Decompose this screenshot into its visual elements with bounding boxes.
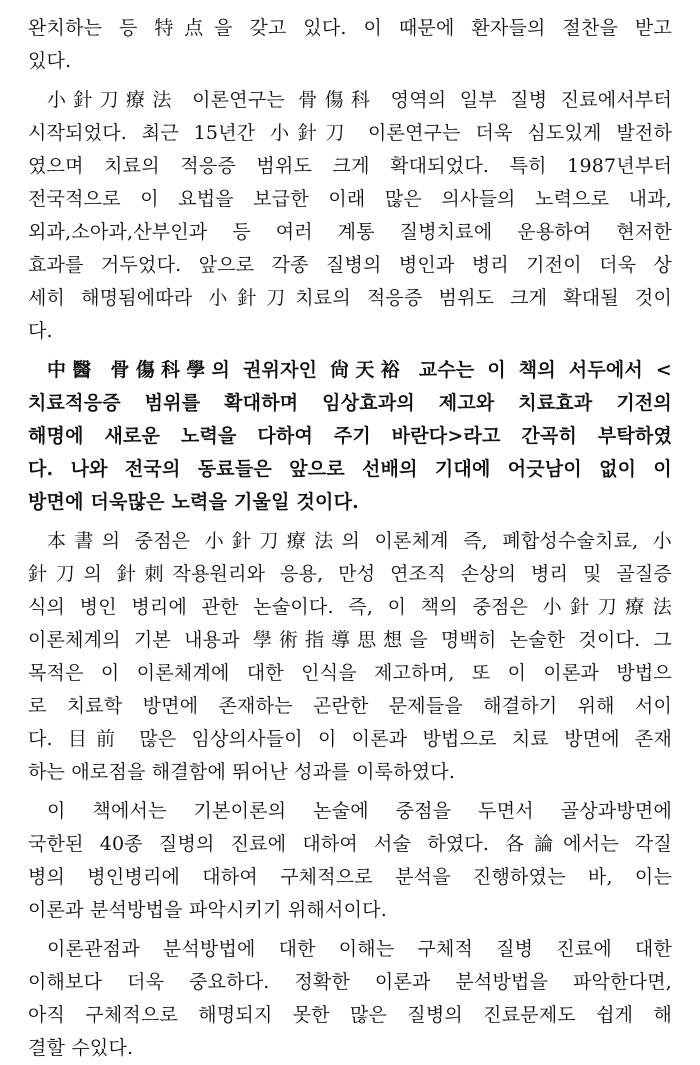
document-body — [28, 12, 672, 1065]
text-line: 전국적으로 이 요법을 보급한 이래 많은 의사들의 노력으로 내과, — [28, 188, 672, 210]
text-line: 이 책에서는 기본이론의 논술에 중점을 두면서 골상과방면에 — [47, 800, 672, 822]
text-line: 로 치료학 방면에 존재하는 곤란한 문제들을 해결하기 위해 서이 — [28, 695, 672, 717]
text-line: 아직 구체적으로 해명되지 못한 많은 질병의 진료문제도 쉽게 해 — [28, 1004, 672, 1026]
paragraph-6 — [28, 933, 672, 1065]
text-line: 였으며 치료의 적응증 범위도 크게 확대되었다. 특히 1987년부터 — [28, 155, 672, 177]
text-line: 針刀의 針刺작용원리와 응용, 만성 연조직 손상의 병리 및 골질증 — [28, 563, 672, 585]
text-line: 하는 애로점을 해결함에 뛰어난 성과를 이룩하였다. — [28, 761, 456, 783]
paragraph-4 — [28, 525, 672, 789]
text-line: 완치하는 등 特点을 갖고 있다. 이 때문에 환자들의 절찬을 받고 — [28, 17, 672, 39]
text-line: 다. 目前 많은 임상의사들이 이 이론과 방법으로 치료 방면에 존재 — [28, 728, 672, 750]
text-line: 本書의 중점은 小針刀療法의 이론체계 즉, 폐합성수술치료, 小 — [47, 530, 672, 552]
text-line: 효과를 거두었다. 앞으로 각종 질병의 병인과 병리 기전이 더욱 상 — [28, 254, 672, 276]
text-line: 있다. — [28, 50, 72, 72]
text-line: 식의 병인 병리에 관한 논술이다. 즉, 이 책의 중점은 小針刀療法 — [28, 596, 672, 618]
text-line: 이해보다 더욱 중요하다. 정확한 이론과 분석방법을 파악한다면, — [28, 971, 672, 993]
text-line: 외과,소아과,산부인과 등 여러 계통 질병치료에 운용하여 현저한 — [28, 221, 672, 243]
text-line: 방면에 더욱많은 노력을 기울일 것이다. — [28, 491, 359, 513]
text-line: 세히 해명됨에따라 小針刀치료의 적응증 범위도 크게 확대될 것이 — [28, 287, 672, 309]
text-line: 小針刀療法 이론연구는 骨傷科 영역의 일부 질병 진료에서부터 — [47, 89, 672, 111]
text-line: 이론과 분석방법을 파악시키기 위해서이다. — [28, 899, 387, 921]
paragraph-5 — [28, 795, 672, 927]
text-line: 해명에 새로운 노력을 다하여 주기 바란다>라고 간곡히 부탁하였 — [28, 425, 672, 447]
text-line: 이론관점과 분석방법에 대한 이해는 구체적 질병 진료에 대한 — [47, 938, 672, 960]
text-line: 中醫 骨傷科學의 권위자인 尙天裕 교수는 이 책의 서두에서 < — [47, 359, 672, 381]
text-line: 목적은 이 이론체계에 대한 인식을 제고하며, 또 이 이론과 방법으 — [28, 662, 672, 684]
text-line: 결할 수있다. — [28, 1037, 134, 1059]
text-line: 다. 나와 전국의 동료들은 앞으로 선배의 기대에 어긋남이 없이 이 — [28, 458, 672, 480]
paragraph-2 — [28, 84, 672, 348]
paragraph-1 — [28, 12, 672, 78]
text-line: 시작되었다. 최근 15년간 小針刀 이론연구는 더욱 심도있게 발전하 — [28, 122, 672, 144]
text-line: 치료적응증 범위를 확대하며 임상효과의 제고와 치료효과 기전의 — [28, 392, 672, 414]
text-line: 병의 병인병리에 대하여 구체적으로 분석을 진행하였는 바, 이는 — [28, 866, 672, 888]
text-line: 국한된 40종 질병의 진료에 대하여 서술 하였다. 各論에서는 각질 — [28, 833, 672, 855]
text-line: 이론체계의 기본 내용과 學術指導思想을 명백히 논술한 것이다. 그 — [28, 629, 672, 651]
text-line: 다. — [28, 320, 53, 342]
paragraph-3 — [28, 354, 672, 519]
